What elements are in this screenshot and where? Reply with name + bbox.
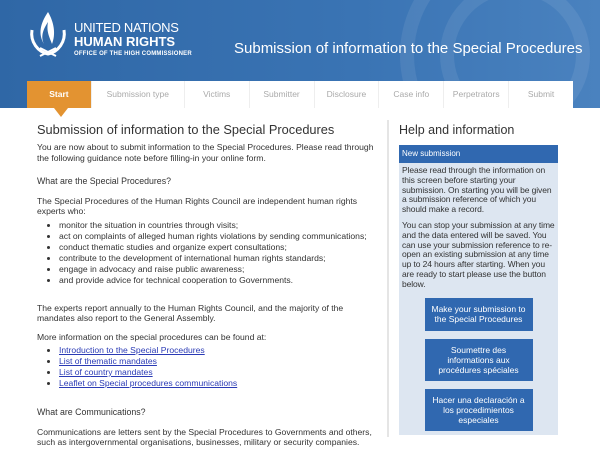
tab-submission-type[interactable]: Submission type [92,81,185,108]
link-introduction[interactable]: Introduction to the Special Procedures [59,345,205,355]
section-heading-communications: What are Communications? [37,407,146,417]
sidebar-title: Help and information [399,123,515,137]
logo-line-3: OFFICE OF THE HIGH COMMISSIONER [74,51,192,57]
paragraph: More information on the special procedures can be found at: [37,331,267,342]
submit-english-button[interactable]: Make your submission to the Special Procedures [425,298,533,331]
link-country-mandates[interactable]: List of country mandates [59,367,153,377]
list-item: • monitor the situation in countries through visits; [59,220,377,231]
tab-case-info[interactable]: Case info [379,81,444,108]
tab-start[interactable]: Start [27,81,92,108]
help-text: You can stop your submission at any time and the data entered will be saved. You can use your submission reference to re-open an existing submission at any time up to 24 hours after starting. When you are ready to start please use the button below. [402,219,555,289]
header-title: Submission of information to the Special Procedures [234,40,583,57]
paragraph: Communications are letters sent by the Special Procedures to Governments and others, such as intergovernmental organisations, businesses, military or security companies. [37,426,372,447]
duties-list [59,220,377,286]
new-submission-panel [399,145,558,435]
list-item: • and provide advice for technical cooperation to Governments. [59,275,377,286]
paragraph: The Special Procedures of the Human Rights Council are independent human rights experts who: [37,195,358,216]
tab-submit[interactable]: Submit [527,89,555,99]
paragraph: The experts report annually to the Human Rights Council, and the majority of the mandates also report to the General Assembly. [37,302,344,323]
section-heading-special-procedures: What are the Special Procedures? [37,176,171,186]
link-thematic-mandates[interactable]: List of thematic mandates [59,356,157,366]
ohchr-logo[interactable] [26,8,192,63]
tab-disclosure[interactable]: Disclosure [315,81,380,108]
submit-french-button[interactable]: Soumettre des informations aux procédures spéciales [425,339,533,381]
list-item: • engage in advocacy and raise public awareness; [59,264,377,275]
links-list [59,345,377,389]
tab-perpetrators[interactable]: Perpetrators [444,81,509,108]
logo-line-2: HUMAN RIGHTS [74,34,176,49]
list-item: • contribute to the development of international human rights standards; [59,253,377,264]
intro-text: You are now about to submit information to the Special Procedures. Please read through the following guidance note before filling-in your online form. [37,142,374,163]
help-text: Please read through the information on this screen before starting your submission. On starting you will be given a submission reference of which you should make a record. [402,165,552,215]
step-tabs [27,81,573,108]
help-sidebar [387,120,567,437]
page-title: Submission of information to the Special Procedures [37,122,335,137]
tab-submitter[interactable]: Submitter [250,81,315,108]
submit-spanish-button[interactable]: Hacer una declaración a los procedimientos especiales [425,389,533,431]
flame-emblem-icon [26,8,70,60]
link-leaflet[interactable]: Leaflet on Special procedures communications [59,378,238,388]
logo-line-1: UNITED NATIONS [74,20,179,35]
tab-victims[interactable]: Victims [185,81,250,108]
panel-title: New submission [399,145,558,163]
list-item: • conduct thematic studies and organize expert consultations; [59,242,377,253]
active-tab-arrow [54,108,68,117]
main-content [37,122,377,456]
list-item: • act on complaints of alleged human rights violations by sending communications; [59,231,377,242]
